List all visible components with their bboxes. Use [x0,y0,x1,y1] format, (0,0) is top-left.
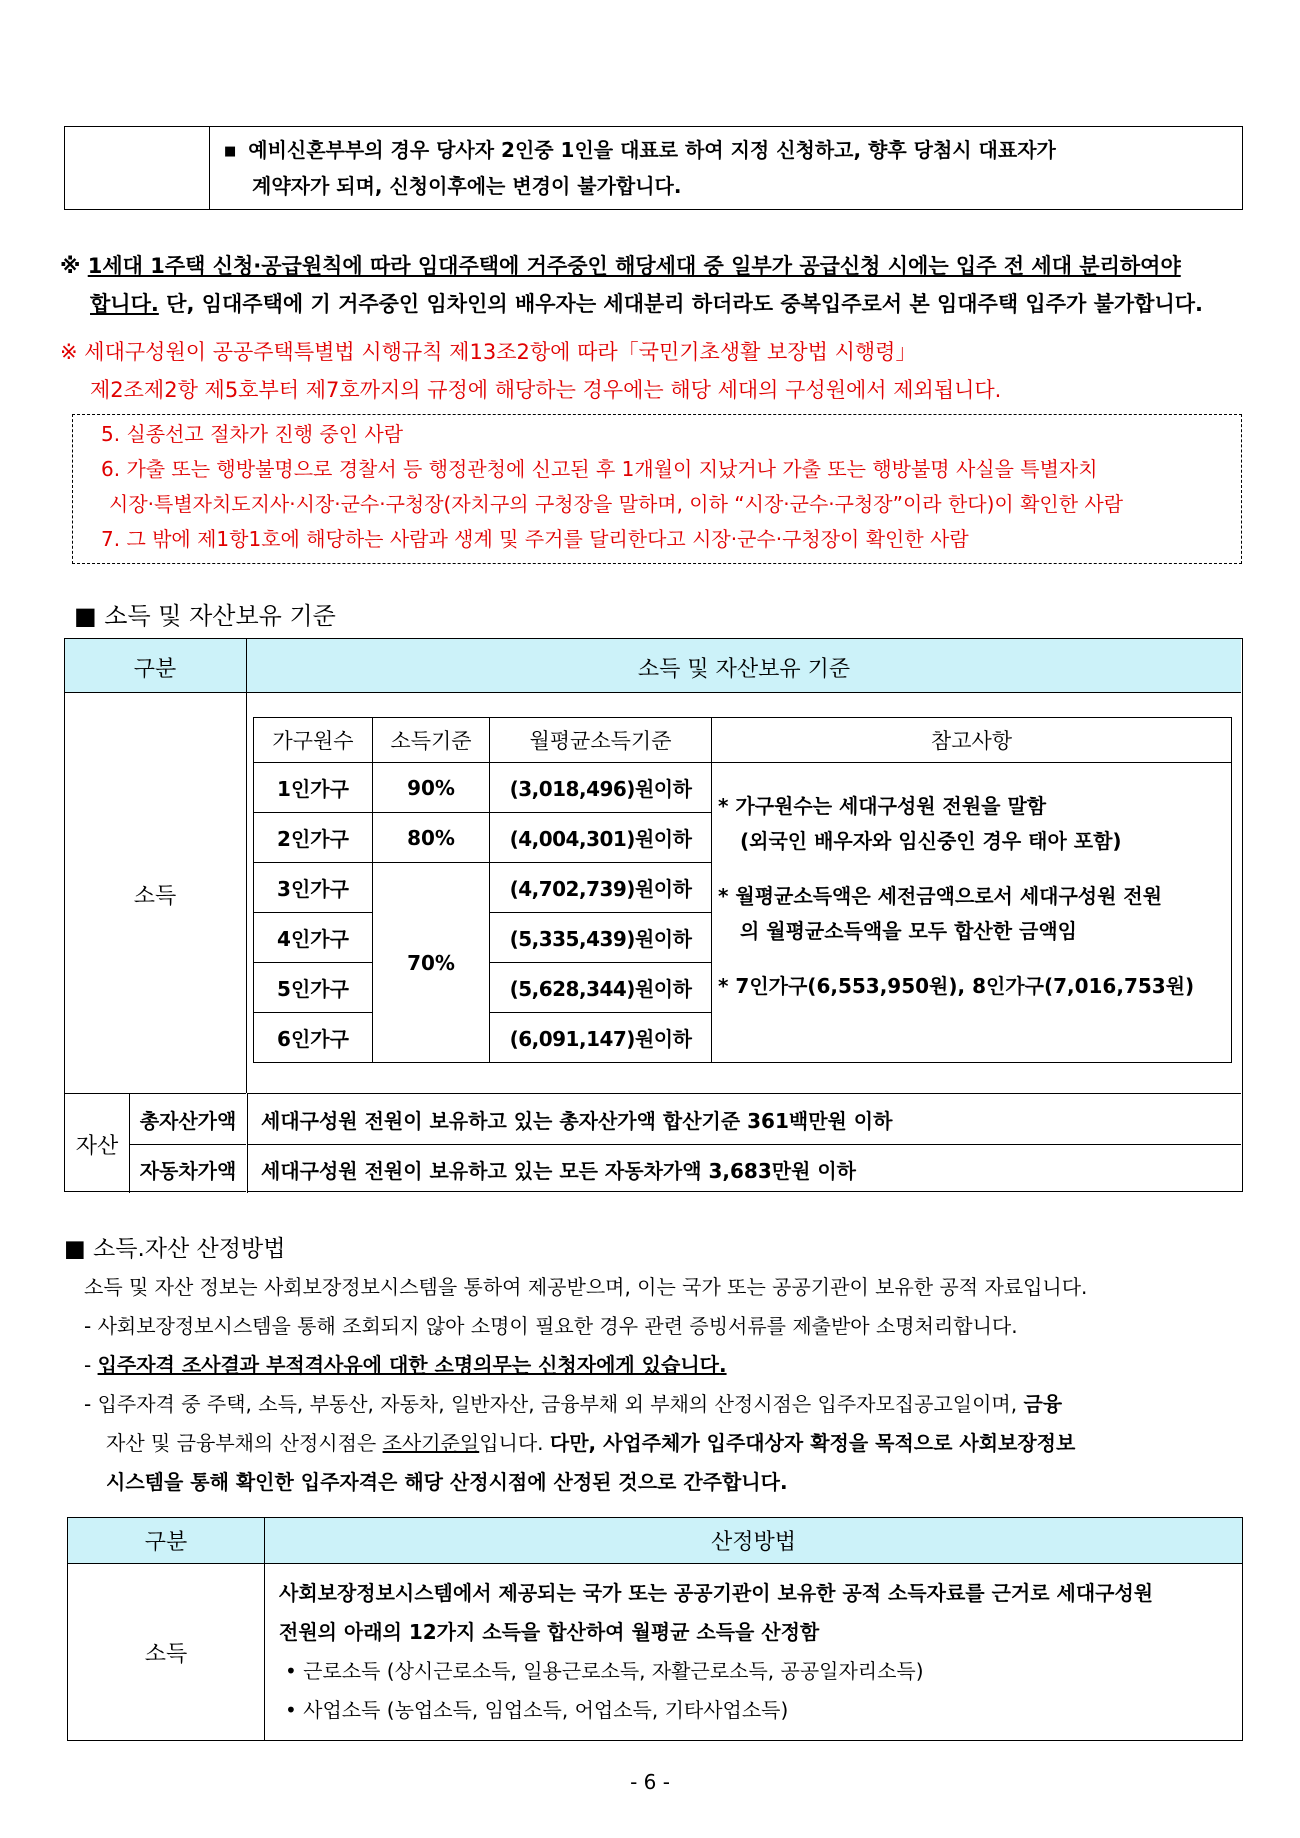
top-box-line2: 계약자가 되며, 신청이후에는 변경이 불가합니다. [252,174,682,198]
calc-header-method: 산정방법 [265,1518,1243,1564]
notice1-underlined2: 합니다. [90,292,159,316]
inner-header-household: 가구원수 [254,718,373,763]
header-category: 구분 [133,657,177,682]
notice-household-separation [60,247,1260,323]
household-1: 1인가구 [254,763,373,813]
exclusion-criteria-box [72,414,1242,564]
reference-mark-icon: ※ [60,340,78,364]
notice2-line1: 세대구성원이 공공주택특별법 시행규칙 제13조2항에 따라「국민기초생활 보장법 시행령」 [84,340,917,364]
inner-header-income-std: 소득기준 [373,718,490,763]
inner-header-monthly: 월평균소득기준 [490,718,712,763]
top-box-line1: 예비신혼부부의 경우 당사자 2인중 1인을 대표로 하여 지정 신청하고, 향후 당첨시 대표자가 [248,138,1056,162]
income-criteria-table [253,717,1232,1063]
top-box-content [210,127,1243,210]
calc-header-category: 구분 [68,1518,265,1564]
criteria-item-7: 7. 그 밖에 제1항1호에 해당하는 사람과 생계 및 주거를 달리한다고 시장·군수·구청장이 확인한 사람 [101,527,969,551]
top-box-empty-cell [65,127,210,210]
criteria-item-5: 5. 실종선고 절차가 진행 중인 사람 [101,422,404,446]
amount-1: (3,018,496)원이하 [490,763,712,813]
header-criteria: 소득 및 자산보유 기준 [637,657,851,682]
amount-2: (4,004,301)원이하 [490,813,712,863]
calc-para-4b: 자산 및 금융부채의 산정시점은 조사기준일입니다. 다만, 사업주체가 입주대상자 확정을 목적으로 사회보장정보 [106,1431,1076,1455]
note2-line2: 의 월평균소득액을 모두 합산한 금액임 [740,919,1077,943]
criteria-item-6-line2: 시장·특별자치도지사·시장·군수·구청장(자치구의 구청장을 말하며, 이하 “시장·군수·구청장”이라 한다)이 확인한 사람 [109,492,1124,516]
calc-method-table [67,1517,1243,1741]
household-2: 2인가구 [254,813,373,863]
asset-label: 자산 [75,1134,119,1159]
section-title-income-asset: ■ 소득 및 자산보유 기준 [74,602,336,630]
inner-header-notes: 참고사항 [712,718,1232,763]
square-bullet-icon: ■ [224,144,237,159]
calc-row-label: 소득 [68,1564,265,1741]
notice1-rest: 단, 임대주택에 기 거주중인 임차인의 배우자는 세대분리 하더라도 중복입주로서 본 임대주택 입주가 불가합니다. [158,292,1203,316]
note2-line1: * 월평균소득액은 세전금액으로서 세대구성원 전원 [718,884,1163,908]
calc-para-4c: 시스템을 통해 확인한 입주자격은 해당 산정시점에 산정된 것으로 간주합니다. [106,1470,788,1494]
top-notice-box [64,126,1243,210]
pct-80: 80% [373,813,490,863]
household-5: 5인가구 [254,963,373,1013]
notes-cell [712,763,1232,1063]
amount-5: (5,628,344)원이하 [490,963,712,1013]
reference-mark-icon: ※ [60,254,81,278]
pct-90: 90% [373,763,490,813]
car-asset-label: 자동차가액 [139,1159,237,1183]
pct-70: 70% [373,863,490,1063]
household-3: 3인가구 [254,863,373,913]
calc-row-content [265,1564,1243,1741]
car-asset-text: 세대구성원 전원이 보유하고 있는 모든 자동차가액 3,683만원 이하 [261,1159,857,1183]
notice1-underlined: 1세대 1주택 신청·공급원칙에 따라 임대주택에 거주중인 해당세대 중 일부가 공급신청 시에는 입주 전 세대 분리하여야 [87,254,1181,278]
total-asset-label: 총자산가액 [139,1109,237,1133]
household-4: 4인가구 [254,913,373,963]
calc-bullet-1: • 근로소득 (상시근로소득, 일용근로소득, 자활근로소득, 공공일자리소득) [285,1659,924,1683]
amount-3: (4,702,739)원이하 [490,863,712,913]
amount-4: (5,335,439)원이하 [490,913,712,963]
amount-6: (6,091,147)원이하 [490,1013,712,1063]
note3: * 7인가구(6,553,950원), 8인가구(7,016,753원) [718,974,1195,998]
notice2-line2: 제2조제2항 제5호부터 제7호까지의 규정에 해당하는 경우에는 해당 세대의 구성원에서 제외됩니다. [90,378,1002,402]
note1-line2: (외국인 배우자와 임신중인 경우 태아 포함) [740,829,1122,853]
calc-bullet-2: • 사업소득 (농업소득, 임업소득, 어업소득, 기타사업소득) [285,1698,789,1722]
calc-para-1: 소득 및 자산 정보는 사회보장정보시스템을 통하여 제공받으며, 이는 국가 또는 공공기관이 보유한 공적 자료입니다. [84,1275,1088,1299]
income-label: 소득 [133,884,177,909]
criteria-item-6-line1: 6. 가출 또는 행방불명으로 경찰서 등 행정관청에 신고된 후 1개월이 지났거나 가출 또는 행방불명 사실을 특별자치 [101,457,1098,481]
calc-method-text [84,1268,1254,1502]
calc-para-4: - 입주자격 중 주택, 소득, 부동산, 자동차, 일반자산, 금융부채 외 부채의 산정시점은 입주자모집공고일이며, 금융 [84,1392,1063,1416]
total-asset-text: 세대구성원 전원이 보유하고 있는 총자산가액 합산기준 361백만원 이하 [261,1109,893,1133]
section-title-calc-method: ■ 소득.자산 산정방법 [64,1236,286,1262]
household-6: 6인가구 [254,1013,373,1063]
calc-para-2: - 사회보장정보시스템을 통해 조회되지 않아 소명이 필요한 경우 관련 증빙서류를 제출받아 소명처리합니다. [84,1314,1018,1338]
calc-row-line1: 사회보장정보시스템에서 제공되는 국가 또는 공공기관이 보유한 공적 소득자료를 근거로 세대구성원 [279,1581,1154,1605]
note1-line1: * 가구원수는 세대구성원 전원을 말함 [718,794,1047,818]
calc-para-3: - 입주자격 조사결과 부적격사유에 대한 소명의무는 신청자에게 있습니다. [84,1353,727,1377]
calc-row-line2: 전원의 아래의 12가지 소득을 합산하여 월평균 소득을 산정함 [279,1620,820,1644]
notice-member-exclusion [60,333,1260,409]
page-number: - 6 - [630,1770,670,1794]
